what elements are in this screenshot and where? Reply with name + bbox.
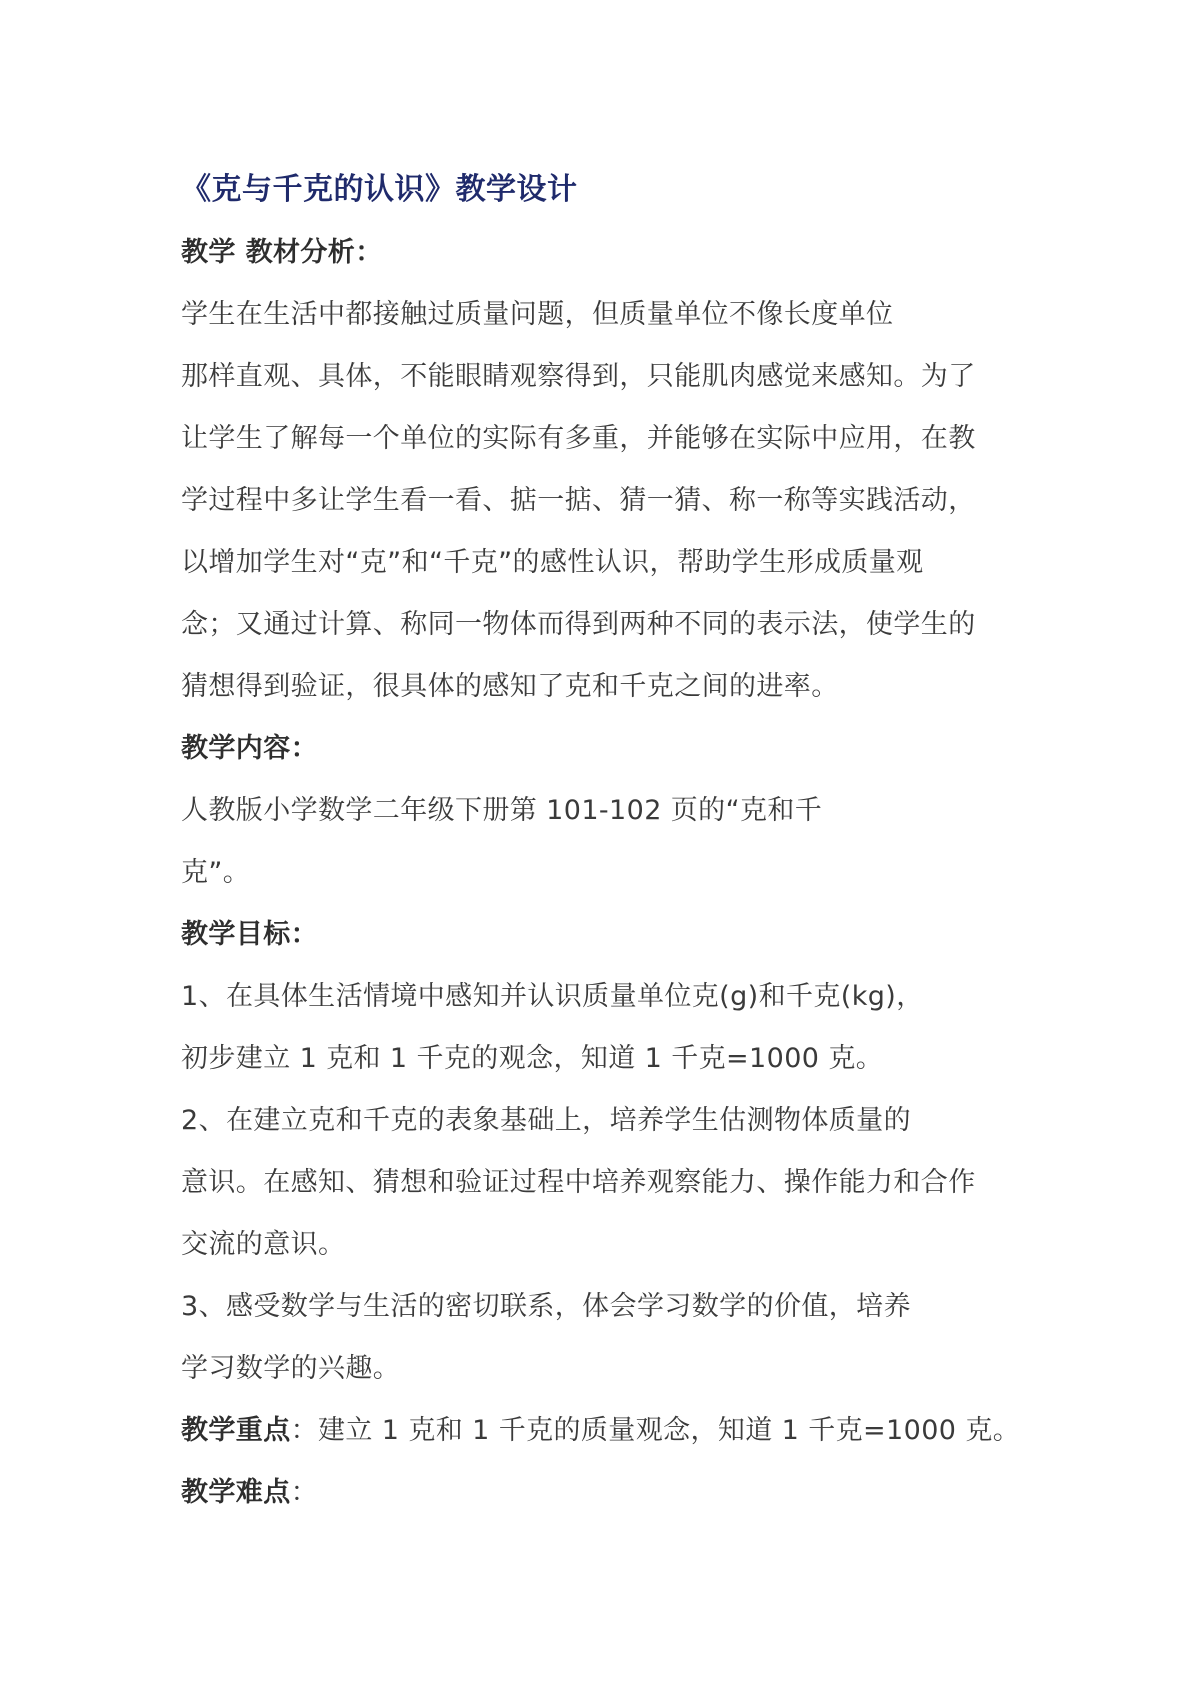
analysis-heading: 教学 教材分析： <box>181 237 383 268</box>
analysis-line: 让学生了解每一个单位的实际有多重，并能够在实际中应用，在教 <box>181 423 976 454</box>
analysis-line: 念；又通过计算、称同一物体而得到两种不同的表示法，使学生的 <box>181 609 976 640</box>
difficulty-text: ： <box>290 1477 319 1508</box>
goal-line: 交流的意识。 <box>181 1229 346 1260</box>
analysis-line: 猜想得到验证，很具体的感知了克和千克之间的进率。 <box>181 671 839 702</box>
document-title: 《克与千克的认识》教学设计 <box>181 172 578 207</box>
content-heading: 教学内容： <box>181 733 318 764</box>
analysis-line: 那样直观、具体，不能眼睛观察得到，只能肌肉感觉来感知。为了 <box>181 361 976 392</box>
goal-line: 意识。在感知、猜想和验证过程中培养观察能力、操作能力和合作 <box>181 1167 976 1198</box>
key-point-text: ：建立 1 克和 1 千克的质量观念，知道 1 千克=1000 克。 <box>290 1415 1021 1446</box>
key-point-label: 教学重点 <box>181 1415 291 1446</box>
key-point-line <box>181 1413 1020 1449</box>
content-line: 克”。 <box>181 857 251 888</box>
goal-line: 1、在具体生活情境中感知并认识质量单位克(g)和千克(kg)， <box>181 981 924 1012</box>
difficulty-label: 教学难点 <box>181 1477 291 1508</box>
goal-line: 3、感受数学与生活的密切联系，体会学习数学的价值，培养 <box>181 1291 911 1322</box>
analysis-line: 学过程中多让学生看一看、掂一掂、猜一猜、称一称等实践活动， <box>181 485 976 516</box>
content-line: 人教版小学数学二年级下册第 101-102 页的“克和千 <box>181 795 823 826</box>
analysis-line: 以增加学生对“克”和“千克”的感性认识，帮助学生形成质量观 <box>181 547 924 578</box>
difficulty-line <box>181 1475 318 1511</box>
goals-heading: 教学目标： <box>181 919 318 950</box>
goal-line: 初步建立 1 克和 1 千克的观念，知道 1 千克=1000 克。 <box>181 1043 884 1074</box>
goal-line: 学习数学的兴趣。 <box>181 1353 401 1384</box>
goal-line: 2、在建立克和千克的表象基础上，培养学生估测物体质量的 <box>181 1105 911 1136</box>
analysis-line: 学生在生活中都接触过质量问题，但质量单位不像长度单位 <box>181 299 894 330</box>
